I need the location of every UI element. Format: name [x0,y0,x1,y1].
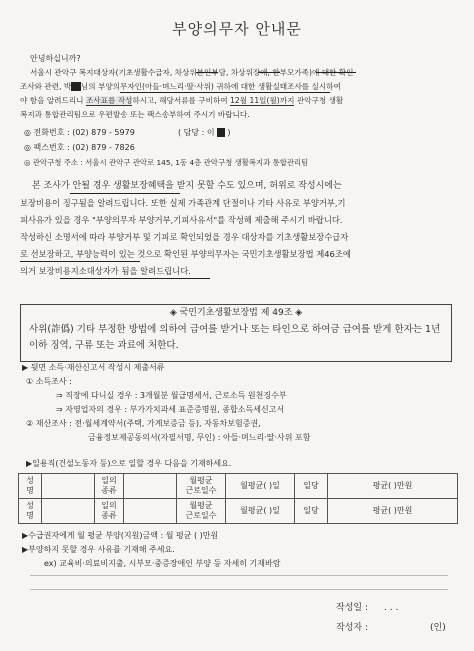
workdays-label: 월평균 근로일수 [177,499,226,524]
officer-end: ) [227,128,231,137]
notice-line-1: 본 조사가 안될 경우 생활보장혜택을 받지 못할 수도 있으며, 허위로 작성시에는 [32,181,342,191]
intro-line-1: 서울시 관악구 복지대상자(기초생활수급자, 차상위본인부담, 차상위장애, 한부모가족)에 대한 확인 [30,68,354,77]
workdays-cell[interactable]: 월평균( )일 [226,499,295,524]
support-example: ex) 교육비·의료비지출, 시부모·중증장애인 부양 등 자세히 기재바람 [44,559,281,568]
fax: ◎ 팩스번호 : (02) 879 - 7826 [24,143,135,152]
table-row [19,499,458,524]
pen-mark [316,72,356,73]
intro-line-3a: 야 함을 알려드리니 [20,96,84,105]
notice-line-2: 보장비용이 징구됨을 알려드립니다. 또한 실제 가족관계 단절이나 기타 사유로 부양거부,기 [20,198,346,208]
pen-mark [196,72,218,73]
workdays-cell[interactable]: 월평균( )일 [226,474,295,499]
seal-mark: (인) [430,623,446,633]
daily-wage-label: 일당 [295,474,328,499]
daily-wage-label: 일당 [295,499,328,524]
name-cell[interactable] [42,499,95,524]
greeting: 안녕하십니까? [30,54,81,63]
pen-underline [120,92,330,93]
name-label: 성 명 [19,474,42,499]
redacted-officer [217,128,225,137]
asset-survey: ② 재산조사 : 전·월세계약서(주택, 가계보증금 등), 자동차보험증권, [26,419,261,428]
intro-line-2b: 님의 부양의무자인(아들·며느리·딸·사위) 귀하에 대한 생활실태조사를 실시하여 [80,82,341,91]
intro-line-2a: 조사와 관련, 박 [20,82,72,91]
income-employee: ⇒ 직장에 다니실 경우 : 3개월분 월급명세서, 근로소득 원천징수부 [56,391,287,400]
docs-heading: ▶ 뒷면 소득·재산신고서 작성시 제출서류 [22,363,165,372]
answer-line[interactable] [30,589,448,590]
pen-underline [70,193,180,194]
work-type-cell[interactable] [124,499,177,524]
notice-line-6: 의거 보장비용지소대상자가 됨을 알려드립니다. [20,266,191,276]
intro-line-3b: 조사표를 작성 [85,96,133,105]
work-type-cell[interactable] [124,474,177,499]
phone: ◎ 전화번호 : (02) 879 - 5979 [24,128,135,137]
notice-line-3: 피사유가 있을 경우 "부양의무자 부양거부,기피사유서"를 작성해 제출해 주시기 바랍니다. [20,215,343,225]
intro-line-3c: 하시고, 해당서류를 구비하여 [132,96,228,105]
law-body: 사위(詐僞) 기타 부정한 방법에 의하여 급여를 받거나 또는 타인으로 하여금 급여를 받게 한자는 1년 이하 징역, 구류 또는 과료에 처한다. [29,324,441,351]
address: ◎ 관악구청 주소 : 서울시 관악구 관악로 145, 1동 4층 관악구청 생활복지과 통합관리팀 [24,158,309,167]
daily-wage-cell[interactable]: 평균( )만원 [328,474,458,499]
work-type-label: 일의 종류 [95,499,124,524]
table-row [19,474,458,499]
support-reason: ▶부양하지 못할 경우 사유를 기재해 주세요. [22,545,175,554]
intro-line-3e: 관악구청 생활 [296,96,344,105]
intro-line-3 [20,96,343,106]
support-amount: ▶수급권자에게 월 평균 부양(지원)금액 : 월 평균 ( )만원 [22,531,219,540]
date-label: 작성일 : [336,603,368,613]
law-title: ◈ 국민기초생활보장법 제 49조 ◈ [169,308,303,318]
intro-line-2 [20,82,341,92]
pen-underline [60,278,210,279]
work-type-label: 일의 종류 [95,474,124,499]
asset-survey-2: 금융정보제공동의서(자필서명, 무인) : 아들·며느리·딸·사위 포함 [88,433,311,442]
pen-mark [258,72,280,73]
notice-line-5: 로 선보장하고, 부양능력이 있는 것으로 확인된 부양의무자는 국민기초생활보장법 제46조에 [20,249,351,259]
daily-table [18,473,458,524]
deadline: 12월 11일(월)까지 [230,96,295,105]
page-title: 부양의무자 안내문 [172,20,302,38]
name-cell[interactable] [42,474,95,499]
income-selfemployed: ⇒ 자영업자의 경우 : 부가가치과세 표준증명원, 종합소득세신고서 [56,405,285,414]
officer [178,128,231,138]
income-survey: ① 소득조사 : [26,377,72,386]
officer-label: ( 담당 : 이 [178,128,215,137]
writer-label: 작성자 : [336,623,368,633]
intro-line-4: 복지과 통합관리팀으로 우편발송 또는 팩스송부하여 주시기 바랍니다. [20,110,250,119]
answer-line[interactable] [30,575,448,576]
daily-wage-cell[interactable]: 평균( )만원 [328,499,458,524]
law-box [20,304,452,362]
redacted-name [71,82,81,91]
date-value[interactable]: . . . [384,603,399,613]
notice-line-4: 작성하신 소명서에 따라 부양거부 및 기피로 확인되었을 경우 대상자를 기초생활보장수급자 [20,232,349,242]
pen-underline [20,261,140,262]
workdays-label: 월평균 근로일수 [177,474,226,499]
daily-heading: ▶일용직(건설노동자 등)으로 일할 경우 다음을 기재하세요. [26,459,232,468]
name-label: 성 명 [19,499,42,524]
